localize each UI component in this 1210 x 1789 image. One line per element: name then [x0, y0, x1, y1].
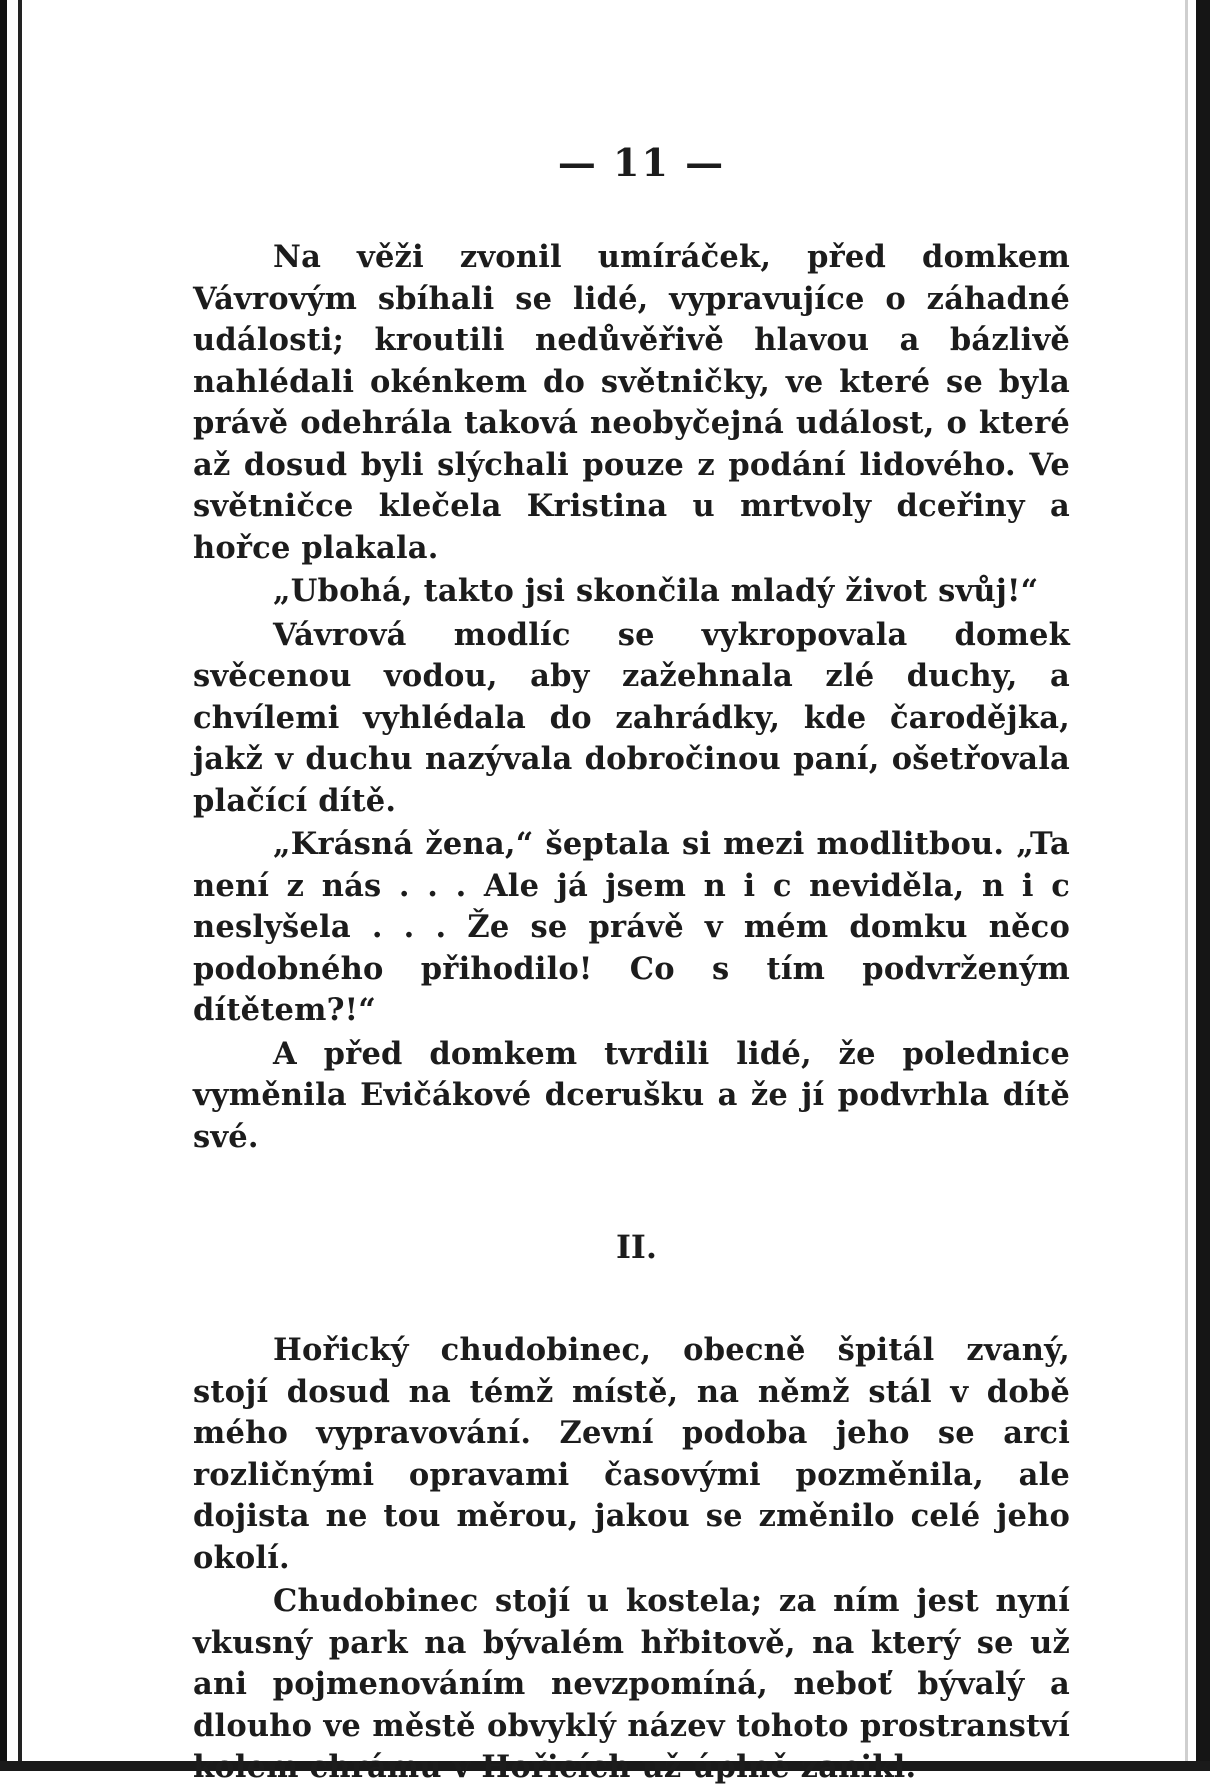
scan-right-edge [1196, 0, 1210, 1771]
chapter-one-body [193, 237, 1070, 1158]
paragraph: „Ubohá, takto jsi skončila mladý život svůj!“ [273, 573, 1039, 609]
scan-binding-line [18, 0, 22, 1771]
scan-left-edge [0, 0, 7, 1771]
chapter-heading: II. [615, 1228, 658, 1266]
paragraph: Hořický chudobinec, obecně špitál zvaný, stojí dosud na témž místě, na němž stál v době mého vypravování. Zevní podoba jeho se arci rozličnými opravami časovými pozměnila, ale dojista ne tou měrou, jakou se změnilo celé jeho okolí. [193, 1332, 1070, 1576]
paragraph: Na věži zvonil umíráček, před domkem Vávrovým sbíhali se lidé, vypravujíce o záhadné události; kroutili nedůvěřivě hlavou a bázlivě nahlédali okénkem do světničky, ve které se byla právě odehrála taková neobyčejná událost, o které až dosud byli slýchali pouze z podání lidového. Ve světničce klečela Kristina u mrtvoly dceřiny a hořce plakala. [193, 239, 1070, 566]
page-number: — 11 — [557, 140, 726, 185]
scan-right-line [1185, 0, 1188, 1771]
paragraph: Chudobinec stojí u kostela; za ním jest nyní vkusný park na bývalém hřbitově, na který se už ani pojmenováním nevzpomíná, neboť bývalý a dlouho ve městě obvyklý název tohoto prostranství kolem chrámu v Hořicích už úplně zanikl. [193, 1583, 1070, 1785]
chapter-two-body [193, 1330, 1070, 1789]
book-page [193, 140, 1070, 1789]
paragraph: „Krásná žena,“ šeptala si mezi modlitbou. „Ta není z nás . . . Ale já jsem n i c neviděla, n i c neslyšela . . . Že se právě v mém domku něco podobného přihodilo! Co s tím podvrženým dítětem?!“ [193, 826, 1070, 1028]
paragraph: Vávrová modlíc se vykropovala domek svěcenou vodou, aby zažehnala zlé duchy, a chvílemi vyhlédala do zahrádky, kde čarodějka, jakž v duchu nazývala dobročinou paní, ošetřovala plačící dítě. [193, 616, 1070, 819]
paragraph: A před domkem tvrdili lidé, že polednice vyměnila Evičákové dcerušku a že jí podvrhla dítě své. [193, 1035, 1070, 1155]
